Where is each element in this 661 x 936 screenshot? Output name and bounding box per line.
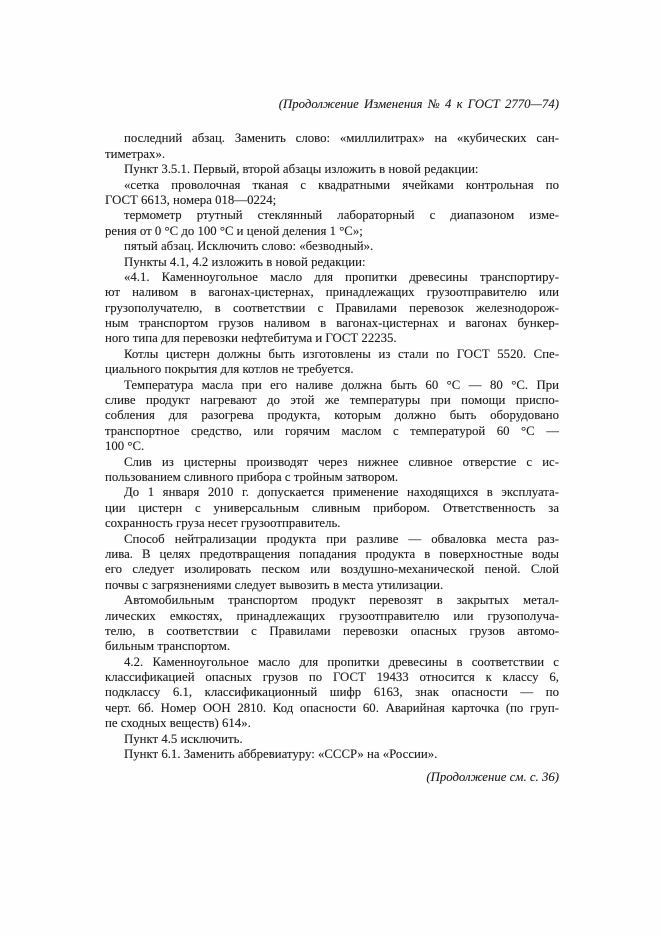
- text-line: лических емкостях, принадлежащих грузоотправителю или грузополуча-: [105, 608, 559, 623]
- text-line: ции цистерн с универсальным сливным прибором. Ответственность за: [105, 500, 559, 515]
- paragraph: [105, 593, 559, 655]
- text-line: почвы с загрязнениями следует вывозить в места утилизации.: [105, 577, 444, 592]
- text-line: пользованием сливного прибора с тройным затвором.: [105, 470, 399, 484]
- text-line: циального покрытия для котлов не требуется.: [105, 362, 354, 377]
- text-line: Слив из цистерны производят через нижнее сливное отверстие с ис-: [124, 454, 559, 469]
- text-line: грузополучателю, в соответствии с Правилами перевозок железнодорож-: [105, 300, 559, 315]
- text-line: последний абзац. Заменить слово: «миллилитрах» на «кубических сан-: [124, 131, 559, 146]
- text-line: черт. 6б. Номер ООН 2810. Код опасности 60. Аварийная карточка (по груп-: [105, 700, 559, 715]
- text-line: До 1 января 2010 г. допускается применение находящихся в эксплуата-: [124, 485, 559, 500]
- paragraph: [105, 485, 559, 531]
- text-line: Температура масла при его наливе должна быть 60 °С — 80 °С. При: [124, 377, 559, 392]
- paragraph: [105, 270, 559, 347]
- text-line: Пункт 6.1. Заменить аббревиатуру: «СССР» на «России».: [124, 747, 438, 762]
- paragraph: [105, 178, 559, 209]
- paragraph: [105, 131, 559, 162]
- text-line: Способ нейтрализации продукта при разливе — обваловка места раз-: [124, 531, 559, 546]
- paragraph: [105, 655, 559, 732]
- text-line: Пункт 3.5.1. Первый, второй абзацы изложить в новой редакции:: [124, 162, 479, 177]
- text-line: Котлы цистерн должны быть изготовлены из стали по ГОСТ 5520. Спе-: [124, 346, 559, 361]
- text-line: пе сходных веществ) 614».: [105, 716, 251, 731]
- paragraph: [105, 347, 559, 378]
- text-line: «4.1. Каменноугольное масло для пропитки древесины транспортиру-: [124, 269, 559, 284]
- document-body: [105, 131, 559, 762]
- text-line: классификацией опасных грузов по ГОСТ 19433 относится к классу 6,: [105, 670, 559, 685]
- text-line: подклассу 6.1, классификационный шифр 6163, знак опасности — по: [105, 685, 559, 700]
- text-line: сохранность груза несет грузоотправитель.: [105, 516, 341, 531]
- text-line: ГОСТ 6613, номера 018—0224;: [105, 192, 277, 207]
- paragraph: [105, 455, 559, 486]
- text-line: сливе продукт нагревают до этой же температуры при помощи приспо-: [105, 393, 559, 408]
- paragraph: [105, 162, 559, 177]
- text-line: Пункты 4.1, 4.2 изложить в новой редакции:: [124, 254, 366, 269]
- paragraph: [105, 732, 559, 747]
- text-line: ным транспортом грузов наливом в вагонах-цистернах и вагонах бункер-: [105, 316, 559, 331]
- text-line: бильным транспортом.: [105, 639, 231, 654]
- text-line: тиметрах».: [105, 146, 166, 161]
- text-line: ют наливом в вагонах-цистернах, принадлежащих грузоотправителю или: [105, 285, 559, 300]
- paragraph: [105, 255, 559, 270]
- paragraph: [105, 747, 559, 762]
- text-line: термометр ртутный стеклянный лабораторный с диапазоном изме-: [124, 208, 559, 223]
- text-line: телю, в соответствии с Правилами перевозки опасных грузов автомо-: [105, 623, 559, 638]
- text-line: «сетка проволочная тканая с квадратными ячейками контрольная по: [124, 177, 559, 192]
- text-line: ного типа для перевозки нефтебитума и ГОСТ 22235.: [105, 331, 397, 346]
- text-line: 100 °С.: [105, 439, 145, 454]
- paragraph: [105, 208, 559, 239]
- paragraph: [105, 378, 559, 455]
- text-line: его следует изолировать песком или воздушно-механической пеной. Слой: [105, 562, 559, 577]
- text-line: Пункт 4.5 исключить.: [124, 731, 243, 746]
- paragraph: [105, 532, 559, 594]
- text-line: собления для разогрева продукта, которым должно быть оборудовано: [105, 408, 559, 423]
- text-line: 4.2. Каменноугольное масло для пропитки древесины в соответствии с: [124, 654, 559, 669]
- text-line: транспортное средство, или горячим маслом с температурой 60 °С —: [105, 423, 559, 438]
- text-line: пятый абзац. Исключить слово: «безводный».: [124, 239, 374, 254]
- document-content: [105, 97, 559, 786]
- text-line: Автомобильным транспортом продукт перевозят в закрытых метал-: [124, 593, 559, 608]
- text-line: рения от 0 °С до 100 °С и ценой деления 1 °С»;: [105, 223, 363, 238]
- text-line: лива. В целях предотвращения попадания продукта в поверхностные воды: [105, 546, 559, 561]
- page-header-continuation: (Продолжение Изменения № 4 к ГОСТ 2770—74): [278, 97, 559, 111]
- paragraph: [105, 239, 559, 254]
- page-footer-continuation: (Продолжение см. с. 36): [426, 770, 559, 785]
